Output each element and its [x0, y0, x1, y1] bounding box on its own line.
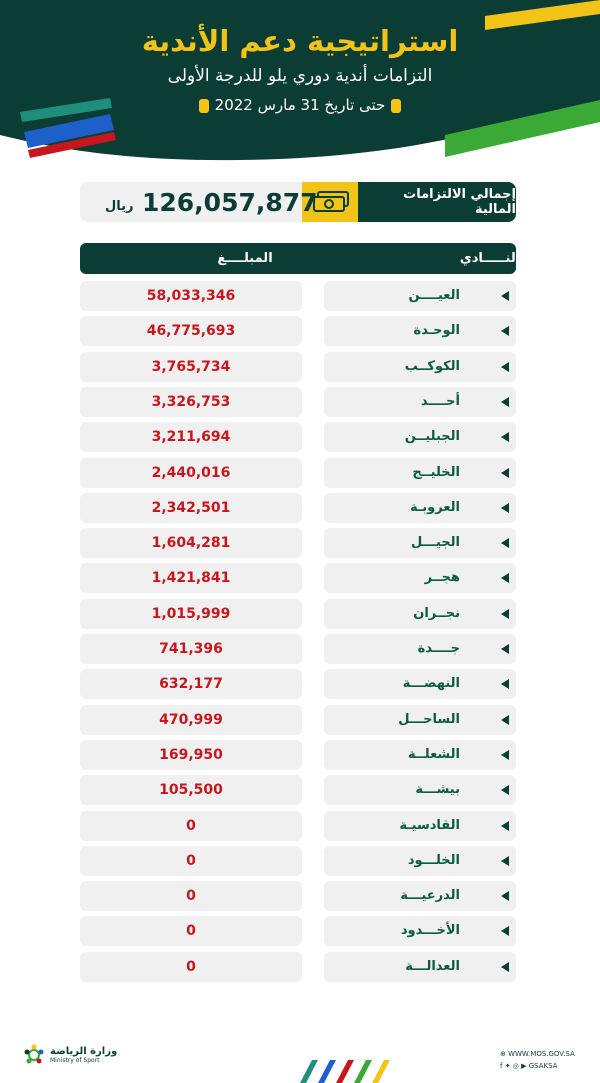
amount-cell: 58,033,346: [80, 281, 302, 311]
club-name: بيشـــة: [415, 782, 460, 798]
amount-cell: 3,765,734: [80, 352, 302, 382]
total-label: إجمالي الالتزامات المالية: [358, 182, 516, 222]
triangle-arrow-icon: [501, 538, 509, 548]
table-row: [80, 563, 516, 593]
club-cell: [324, 669, 516, 699]
triangle-arrow-icon: [501, 679, 509, 689]
table-row: [80, 916, 516, 946]
triangle-arrow-icon: [501, 397, 509, 407]
club-cell: [324, 281, 516, 311]
page-subtitle: التزامات أندية دوري يلو للدرجة الأولى: [167, 66, 433, 86]
club-name: جــــدة: [417, 641, 460, 656]
club-name: الجبليــن: [404, 429, 460, 445]
club-name: العيــــن: [408, 288, 460, 303]
triangle-arrow-icon: [501, 750, 509, 760]
triangle-arrow-icon: [501, 644, 509, 654]
triangle-arrow-icon: [501, 573, 509, 583]
club-cell: [324, 387, 516, 417]
club-cell: [324, 846, 516, 876]
total-currency: ريال: [105, 199, 134, 214]
club-cell: [324, 599, 516, 629]
club-name: الوحـدة: [413, 323, 460, 339]
amount-cell: 3,211,694: [80, 422, 302, 452]
table-row: [80, 387, 516, 417]
amount-cell: 2,342,501: [80, 493, 302, 523]
club-cell: [324, 740, 516, 770]
club-cell: [324, 458, 516, 488]
club-name: الخلـــود: [407, 852, 460, 868]
club-cell: [324, 881, 516, 911]
club-cell: [324, 563, 516, 593]
triangle-arrow-icon: [501, 362, 509, 372]
amount-cell: 0: [80, 952, 302, 982]
triangle-arrow-icon: [501, 926, 509, 936]
triangle-arrow-icon: [501, 715, 509, 725]
table-row: [80, 634, 516, 664]
club-name: العروبـة: [409, 499, 460, 515]
bullet-pill-icon: [199, 99, 209, 113]
club-name: الخليــج: [412, 464, 460, 480]
table-row: [80, 528, 516, 558]
ministry-emblem-icon: [22, 1043, 46, 1067]
table-row: [80, 281, 516, 311]
table-row: [80, 669, 516, 699]
table-row: [80, 599, 516, 629]
amount-cell: 632,177: [80, 669, 302, 699]
club-name: الشعلــة: [408, 746, 460, 762]
amount-cell: 0: [80, 811, 302, 841]
date-line: [0, 96, 600, 114]
club-name: الدرعيـــة: [400, 888, 460, 904]
triangle-arrow-icon: [501, 291, 509, 301]
table-row: [80, 422, 516, 452]
amount-cell: 0: [80, 881, 302, 911]
club-cell: [324, 775, 516, 805]
club-name: القادسيـة: [399, 817, 460, 833]
table-row: [80, 952, 516, 982]
triangle-arrow-icon: [501, 785, 509, 795]
header-club: النـــــادي: [459, 251, 521, 266]
table-row: [80, 458, 516, 488]
club-name: هجــر: [424, 570, 460, 586]
amount-cell: 741,396: [80, 634, 302, 664]
table-row: [80, 846, 516, 876]
footer-links: [500, 1048, 575, 1072]
ministry-name-en: Ministry of Sport: [50, 1057, 100, 1064]
table-row: [80, 740, 516, 770]
table-row: [80, 705, 516, 735]
triangle-arrow-icon: [501, 891, 509, 901]
header-amount: المبلــــغ: [217, 251, 273, 266]
ministry-logo: [22, 1043, 117, 1067]
triangle-arrow-icon: [501, 962, 509, 972]
amount-cell: 470,999: [80, 705, 302, 735]
amount-cell: 46,775,693: [80, 316, 302, 346]
club-cell: [324, 528, 516, 558]
club-name: الأخـــدود: [400, 923, 460, 939]
club-cell: [324, 811, 516, 841]
club-cell: [324, 316, 516, 346]
table-row: [80, 811, 516, 841]
triangle-arrow-icon: [501, 856, 509, 866]
amount-cell: 0: [80, 916, 302, 946]
ministry-name-ar: وزارة الرياضة: [50, 1046, 118, 1057]
amount-cell: 3,326,753: [80, 387, 302, 417]
social-handles[interactable]: f ✦ ◎ ▶ GSAKSA: [500, 1062, 558, 1070]
club-cell: [324, 634, 516, 664]
triangle-arrow-icon: [501, 468, 509, 478]
website-link[interactable]: ⊕ WWW.MOS.GOV.SA: [500, 1050, 575, 1058]
amount-cell: 1,604,281: [80, 528, 302, 558]
club-cell: [324, 352, 516, 382]
amount-cell: 1,015,999: [80, 599, 302, 629]
amount-cell: 169,950: [80, 740, 302, 770]
table-row: [80, 352, 516, 382]
page-title: استراتيجية دعم الأندية: [141, 24, 459, 58]
triangle-arrow-icon: [501, 609, 509, 619]
club-cell: [324, 705, 516, 735]
table-row: [80, 881, 516, 911]
triangle-arrow-icon: [501, 432, 509, 442]
table-header: [80, 243, 521, 274]
table-row: [80, 775, 516, 805]
triangle-arrow-icon: [501, 503, 509, 513]
triangle-arrow-icon: [501, 821, 509, 831]
triangle-arrow-icon: [501, 326, 509, 336]
amount-cell: 1,421,841: [80, 563, 302, 593]
table-row: [80, 493, 516, 523]
club-cell: [324, 422, 516, 452]
table-row: [80, 316, 516, 346]
club-cell: [324, 916, 516, 946]
total-value: 126,057,877: [142, 188, 318, 217]
club-name: الجيـــل: [411, 535, 460, 551]
club-cell: [324, 493, 516, 523]
club-name: العدالـــة: [405, 958, 460, 974]
amount-cell: 105,500: [80, 775, 302, 805]
bullet-pill-icon: [391, 99, 401, 113]
club-name: الساحـــل: [398, 711, 460, 727]
amount-cell: 2,440,016: [80, 458, 302, 488]
header-banner: [0, 0, 600, 170]
date-text: حتى تاريخ 31 مارس 2022: [214, 96, 386, 114]
club-name: أحــــد: [420, 393, 460, 409]
amount-cell: 0: [80, 846, 302, 876]
club-name: النهضـــة: [402, 676, 460, 692]
club-name: نجــران: [413, 605, 460, 621]
club-name: الكوكــب: [404, 358, 460, 374]
club-cell: [324, 952, 516, 982]
